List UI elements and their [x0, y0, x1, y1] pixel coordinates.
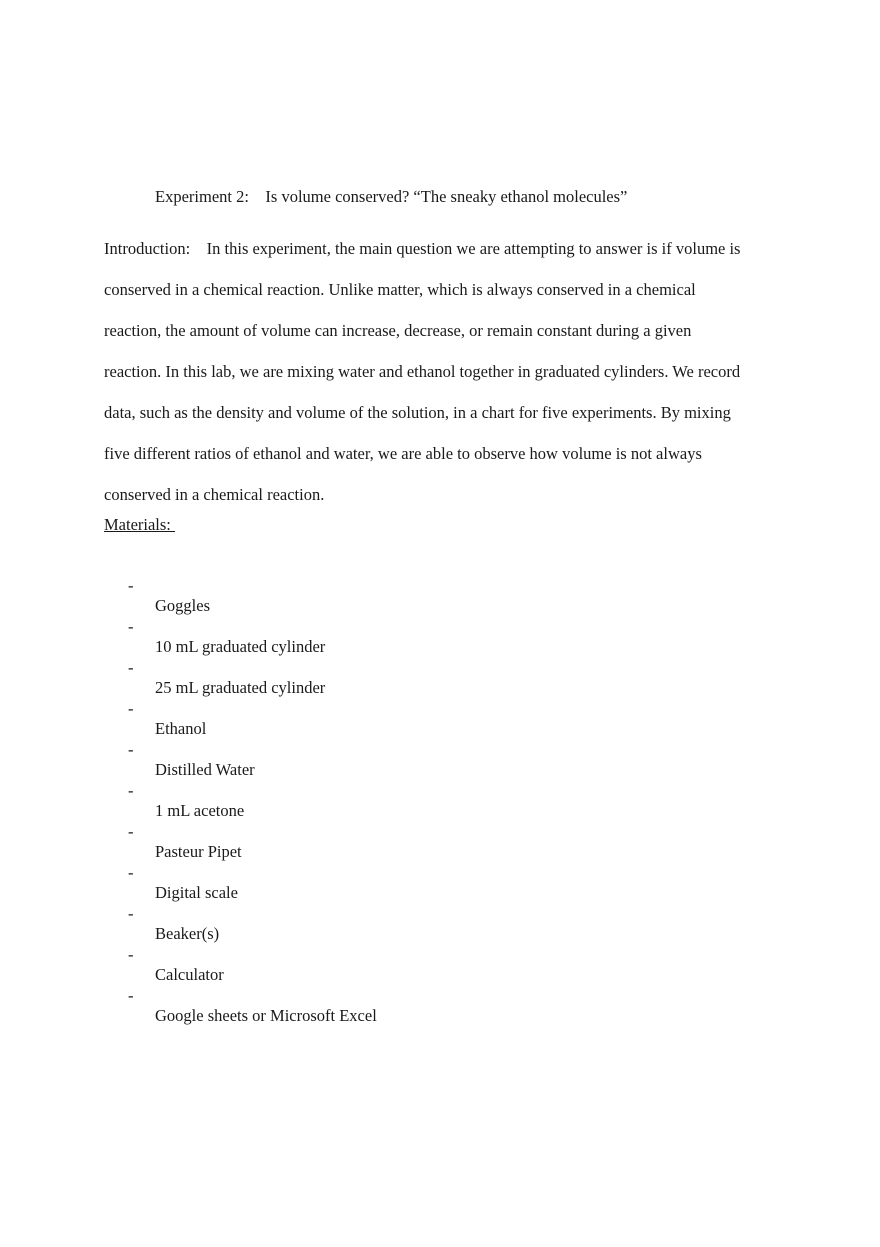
list-item — [104, 679, 207, 738]
introduction-paragraph — [104, 228, 784, 515]
list-item-text: Digital scale — [155, 883, 238, 902]
list-item-text: Goggles — [155, 596, 210, 615]
list-bullet: - — [128, 863, 134, 882]
list-item-text: 25 mL graduated cylinder — [155, 678, 326, 697]
introduction-line: Introduction: In this experiment, the main question we are attempting to answer is if volume is — [104, 239, 741, 258]
introduction-line: five different ratios of ethanol and water, we are able to observe how volume is not always — [104, 444, 702, 463]
list-item-text: Pasteur Pipet — [155, 842, 242, 861]
list-item-text: Calculator — [155, 965, 224, 984]
introduction-line: reaction. In this lab, we are mixing water and ethanol together in graduated cylinders. We record — [104, 362, 741, 381]
introduction-line: reaction, the amount of volume can increase, decrease, or remain constant during a given — [104, 321, 692, 340]
list-bullet: - — [128, 576, 134, 595]
list-item-text: Google sheets or Microsoft Excel — [155, 1006, 377, 1025]
list-item-text: Beaker(s) — [155, 924, 220, 943]
list-bullet: - — [128, 986, 134, 1005]
list-item-text: 10 mL graduated cylinder — [155, 637, 326, 656]
list-item — [104, 556, 210, 615]
materials-list — [104, 556, 377, 1025]
list-bullet: - — [128, 822, 134, 841]
experiment-title: Experiment 2: Is volume conserved? “The sneaky ethanol molecules” — [155, 187, 628, 206]
list-bullet: - — [128, 781, 134, 800]
list-bullet: - — [128, 945, 134, 964]
materials-heading: Materials: — [104, 515, 176, 534]
list-bullet: - — [128, 658, 134, 677]
list-bullet: - — [128, 699, 134, 718]
introduction-line: conserved in a chemical reaction. — [104, 485, 325, 504]
list-bullet: - — [128, 904, 134, 923]
introduction-line: conserved in a chemical reaction. Unlike matter, which is always conserved in a chemical — [104, 280, 696, 299]
list-bullet: - — [128, 617, 134, 636]
list-bullet: - — [128, 740, 134, 759]
list-item-text: Ethanol — [155, 719, 207, 738]
list-item-text: 1 mL acetone — [155, 801, 245, 820]
list-item-text: Distilled Water — [155, 760, 255, 779]
introduction-line: data, such as the density and volume of the solution, in a chart for five experiments. By mixing — [104, 403, 731, 422]
